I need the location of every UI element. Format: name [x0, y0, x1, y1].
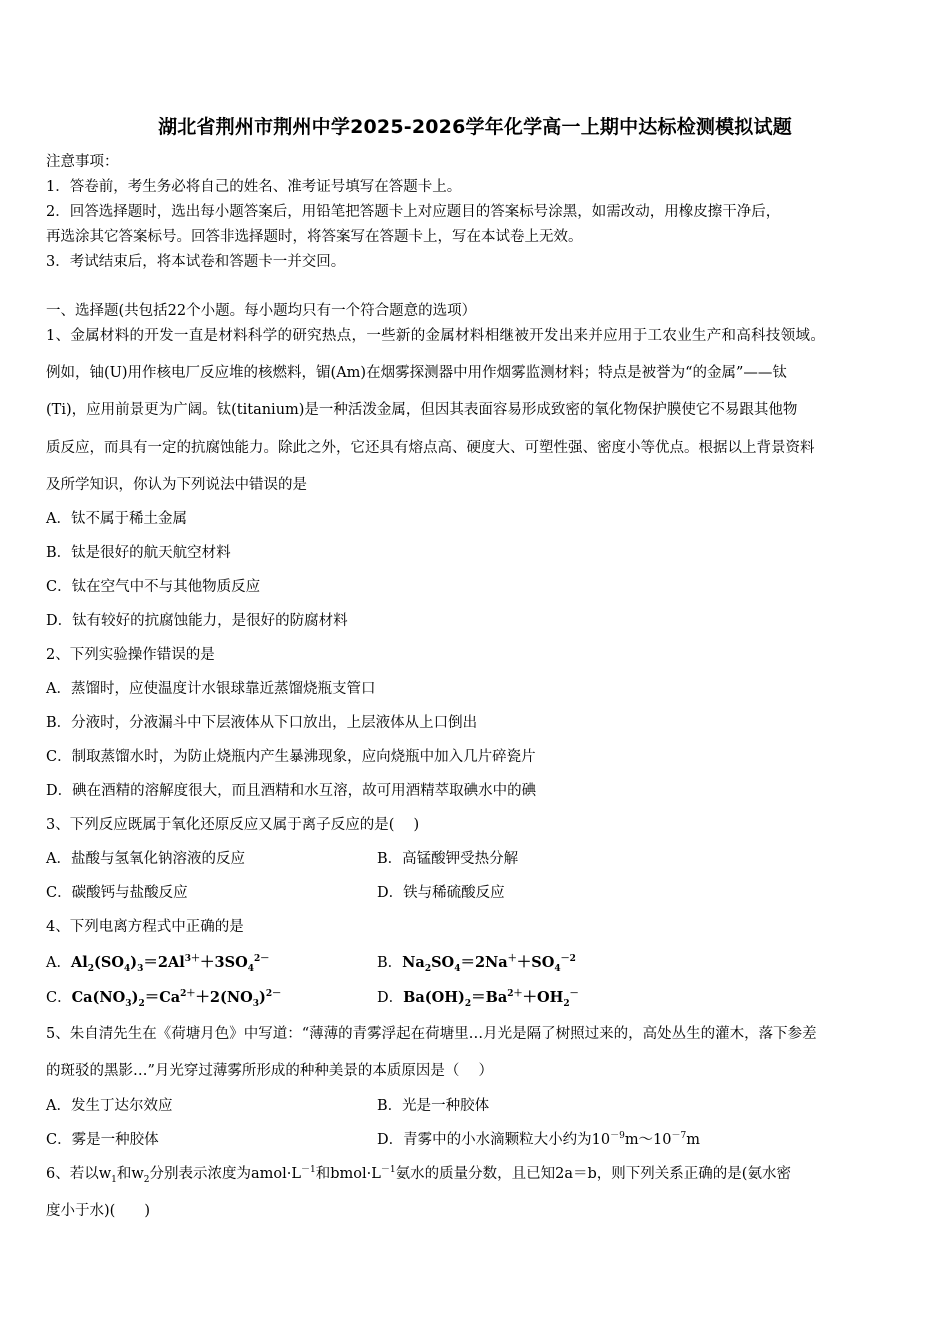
q6-stem-line: 6、若以$w_1$和$w_2$分别表示浓度为$amol\cdot L^{-1}$和$bmol\cdot L^{-1}$氨水的质量分数，且已知2a＝b，则下列关系正确的是(氨水密 [46, 1165, 791, 1185]
q1-option-d: D．钛有较好的抗腐蚀能力，是很好的防腐材料 [46, 613, 348, 629]
q6-stem-line: 度小于水)( ) [46, 1203, 150, 1219]
q1-stem-line: 质反应，而具有一定的抗腐蚀能力。除此之外，它还具有熔点高、硬度大、可塑性强、密度小等优点。根据以上背景资料 [46, 440, 815, 456]
q1-option-a: A．钛不属于稀土金属 [46, 511, 187, 527]
q2-option-a: A．蒸馏时，应使温度计水银球靠近蒸馏烧瓶支管口 [46, 681, 376, 697]
q4-formula-c: $Ca(NO_3)_2=Ca^{2+}+2(NO_3)^{2-}$ [71, 989, 282, 1009]
q3-option-a: A．盐酸与氢氧化钠溶液的反应 [46, 851, 245, 867]
q4-formula-d: $Ba(OH)_2=Ba^{2+}+OH_2^-$ [403, 989, 579, 1009]
q3-option-b: B．高锰酸钾受热分解 [377, 851, 519, 867]
q4-stem: 4、下列电离方程式中正确的是 [46, 919, 244, 935]
notice-heading: 注意事项： [46, 154, 119, 170]
q3-option-c: C．碳酸钙与盐酸反应 [46, 885, 188, 901]
q1-stem-line: 1、金属材料的开发一直是材料科学的研究热点，一些新的金属材料相继被开发出来并应用于工农业生产和高科技领域。 [46, 328, 826, 344]
q5-stem-line: 5、朱自清先生在《荷塘月色》中写道：“薄薄的青雾浮起在荷塘里…月光是隔了树照过来的，高处丛生的灌木，落下参差 [46, 1026, 817, 1042]
page-title: 湖北省荆州市荆州中学2025-2026学年化学高一上期中达标检测模拟试题 [158, 116, 792, 138]
q3-stem: 3、下列反应既属于氧化还原反应又属于离子反应的是( ) [46, 817, 420, 833]
q5-option-b: B．光是一种胶体 [377, 1098, 490, 1114]
section-heading: 一、选择题(共包括22个小题。每小题均只有一个符合题意的选项） [46, 303, 477, 319]
q2-stem: 2、下列实验操作错误的是 [46, 647, 215, 663]
q2-option-d: D．碘在酒精的溶解度很大，而且酒精和水互溶，故可用酒精萃取碘水中的碘 [46, 783, 537, 799]
q4-option-b [377, 953, 576, 973]
notice-item: 再选涂其它答案标号。回答非选择题时，将答案写在答题卡上，写在本试卷上无效。 [46, 229, 583, 245]
q4-formula-b: $Na_2SO_4=2Na^++SO_4^{-2}$ [402, 954, 576, 974]
q2-option-b: B．分液时，分液漏斗中下层液体从下口放出，上层液体从上口倒出 [46, 715, 478, 731]
q5-stem-line: 的斑驳的黑影…”月光穿过薄雾所形成的种种美景的本质原因是（ ） [46, 1063, 494, 1079]
q4-label-a: A． [46, 955, 71, 971]
q1-stem-line: (Ti)，应用前景更为广阔。钛(titanium)是一种活泼金属，但因其表面容易形成致密的氧化物保护膜使它不易跟其他物 [46, 402, 798, 418]
notice-item: 1．答卷前，考生务必将自己的姓名、准考证号填写在答题卡上。 [46, 179, 462, 195]
q4-formula-a: $Al_2(SO_4)_3=2Al^{3+}+3SO_4^{2-}$ [70, 954, 270, 974]
q1-stem-line: 及所学知识，你认为下列说法中错误的是 [46, 477, 307, 493]
q4-option-c [46, 988, 281, 1008]
q5-option-c: C．雾是一种胶体 [46, 1132, 159, 1148]
q4-option-d [377, 988, 579, 1008]
q1-option-c: C．钛在空气中不与其他物质反应 [46, 579, 261, 595]
notice-item: 3．考试结束后，将本试卷和答题卡一并交回。 [46, 254, 346, 270]
q5-option-a: A．发生丁达尔效应 [46, 1098, 173, 1114]
notice-item: 2．回答选择题时，选出每小题答案后，用铅笔把答题卡上对应题目的答案标号涂黑，如需改动，用橡皮擦干净后， [46, 204, 781, 220]
q4-label-b: B． [377, 955, 403, 971]
q1-stem-line: 例如，铀(U)用作核电厂反应堆的核燃料，镅(Am)在烟雾探测器中用作烟雾监测材料；特点是被誉为“的金属”——钛 [46, 365, 787, 381]
q5-option-d: D．青雾中的小水滴颗粒大小约为$10^{-9}m\sim 10^{-7}m$ [377, 1131, 700, 1148]
q4-label-d: D． [377, 990, 404, 1006]
q3-option-d: D．铁与稀硫酸反应 [377, 885, 505, 901]
q4-label-c: C． [46, 990, 72, 1006]
q2-option-c: C．制取蒸馏水时，为防止烧瓶内产生暴沸现象，应向烧瓶中加入几片碎瓷片 [46, 749, 536, 765]
q1-option-b: B．钛是很好的航天航空材料 [46, 545, 231, 561]
q4-option-a [46, 953, 269, 973]
